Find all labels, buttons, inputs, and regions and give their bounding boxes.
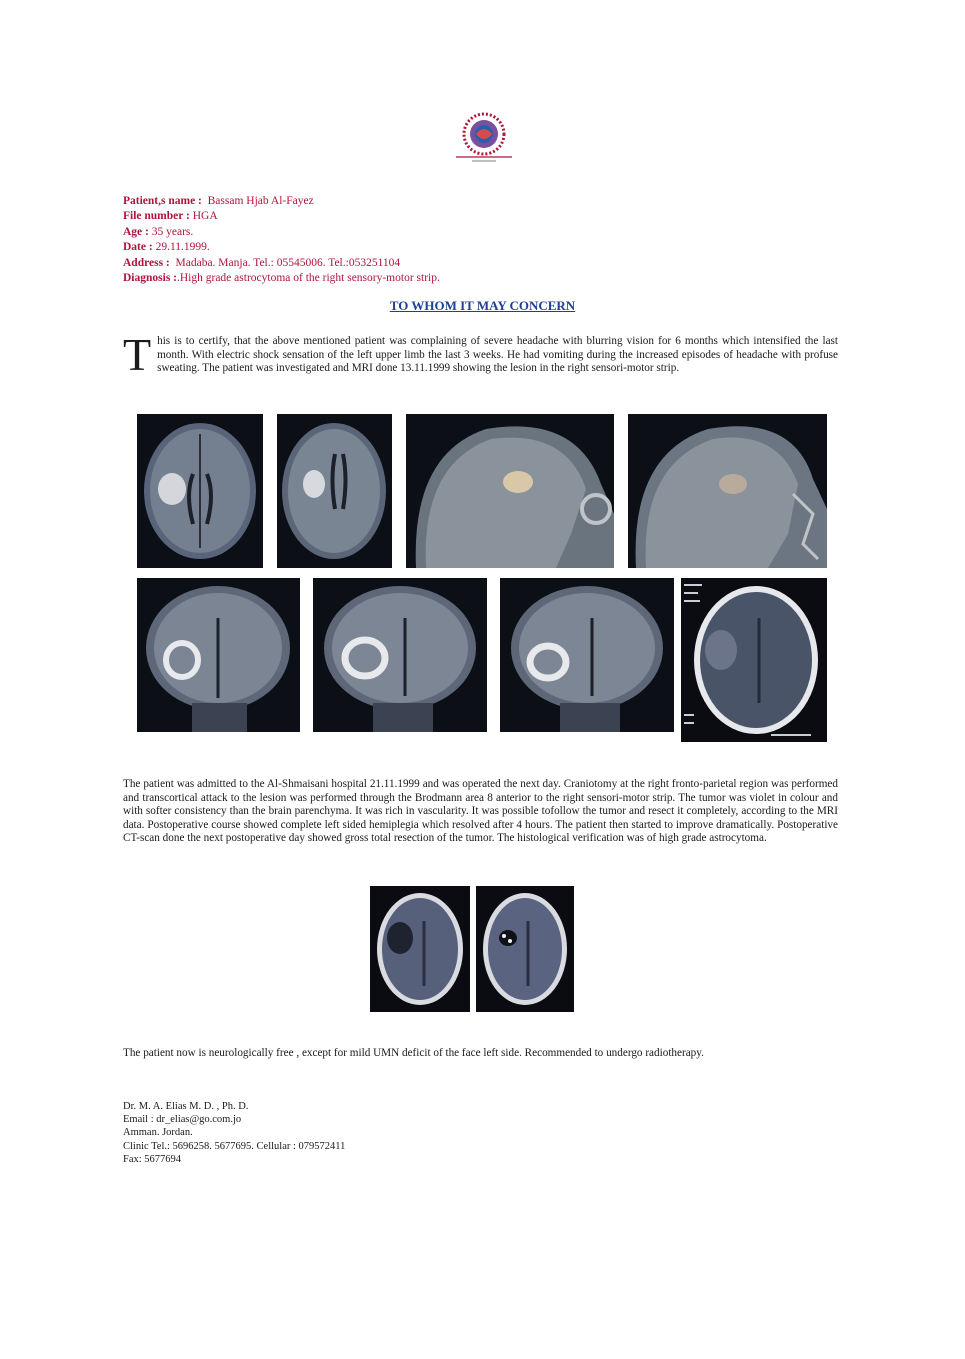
- clinic-emblem-icon: [452, 104, 516, 168]
- diagnosis: .High grade astrocytoma of the right sensory-motor strip.: [177, 272, 440, 285]
- mri-coronal-3: [500, 578, 674, 732]
- ct-axial-preop: [681, 578, 827, 742]
- intro-paragraph: [123, 329, 838, 380]
- ct-postop-1: [370, 886, 470, 1012]
- mri-coronal-2: [313, 578, 487, 732]
- doctor-signature-block: [123, 1100, 345, 1166]
- mri-sagittal-1: [406, 414, 614, 568]
- mri-sagittal-2: [628, 414, 827, 568]
- date-label: Date :: [123, 241, 153, 254]
- address: Madaba. Manja. Tel.: 05545006. Tel.:053251104: [175, 256, 401, 269]
- mri-coronal-1: [137, 578, 300, 732]
- doctor-email: Email : dr_elias@go.com.jo: [123, 1114, 242, 1126]
- age: 35 years.: [151, 225, 194, 238]
- outcome-paragraph: The patient now is neurologically free , except for mild UMN deficit of the face left side. Recommended to undergo radiotherapy.: [123, 1047, 704, 1059]
- file-number-label: File number :: [123, 210, 190, 223]
- mri-axial-1: [137, 414, 263, 568]
- clinic-logo: [452, 104, 516, 168]
- mri-axial-2: [277, 414, 392, 568]
- file-number: HGA: [192, 210, 218, 223]
- doctor-name: Dr. M. A. Elias M. D. , Ph. D.: [123, 1101, 249, 1112]
- patient-info: [123, 194, 623, 286]
- diagnosis-label: Diagnosis :: [123, 272, 177, 285]
- address-label: Address :: [123, 256, 170, 269]
- date: 29.11.1999.: [155, 241, 210, 254]
- intro-text: his is to certify, that the above mentioned patient was complaining of severe headache with blurring vision for 6 months which intensified the last month. With electric shock sensation of the left upper limb the last 3 weeks. He had vomiting during the increased episodes of headache with profuse sweating. The patient was investigated and MRI done 13.11.1999 showing the lesion in the right sensori-motor strip.: [157, 335, 838, 375]
- clinic-phones: Clinic Tel.: 5696258. 5677695. Cellular : 079572411: [123, 1140, 346, 1152]
- drop-cap: T: [123, 329, 152, 380]
- surgery-paragraph: The patient was admitted to the Al-Shmaisani hospital 21.11.1999 and was operated the next day. Craniotomy at the right fronto-parietal region was performed and transcortical attack to the lesion was performed through the Brodmann area 8 anterior to the right sensori-motor strip. The tumor was violet in colour and with softer consistency than the brain parenchyma. It was rich in vascularity. It was possible tofollow the tumor and resect it completely, according to the MRI data. Postoperative course showed complete left sided hemiplegia which resolved after 4 hours. The patient then started to improve dramatically. Postoperative CT-scan done the next postoperative day showed gross total resection of the tumor. The histological verification was of high grade astrocytoma.: [123, 778, 838, 845]
- age-label: Age :: [123, 225, 149, 238]
- ct-postop-2: [476, 886, 574, 1012]
- patient-name: Bassam Hjab Al-Fayez: [207, 195, 314, 207]
- patient-name-label: Patient,s name :: [123, 195, 202, 207]
- doctor-city: Amman. Jordan.: [123, 1127, 193, 1139]
- letter-title: TO WHOM IT MAY CONCERN: [389, 298, 576, 313]
- clinic-fax: Fax: 5677694: [123, 1153, 182, 1165]
